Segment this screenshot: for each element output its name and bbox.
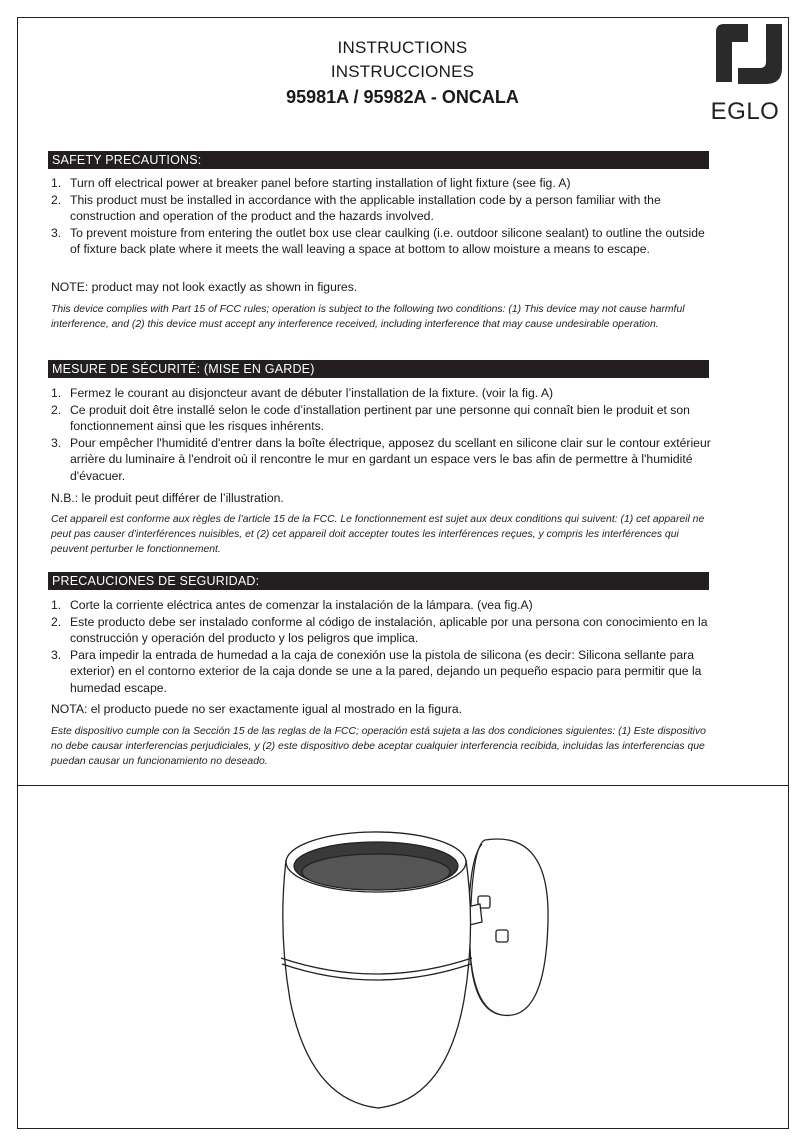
- note-english: NOTE: product may not look exactly as shown in figures.: [51, 280, 358, 294]
- eglo-logo-text: EGLO: [710, 98, 780, 125]
- model-title: 95981A / 95982A - ONCALA: [286, 87, 519, 107]
- connector-lower: [496, 930, 508, 942]
- title-instructions: INSTRUCTIONS: [337, 38, 468, 57]
- list-item: 1. Fermez le courant au disjoncteur avant de débuter l’installation de la fixture. (voir la fig. A): [51, 386, 554, 400]
- safety-list: [48, 175, 712, 258]
- fcc-notice-french: Cet appareil est conforme aux règles de l’article 15 de la FCC. Le fonctionnement est sujet aux deux conditions qui suivent: (1) cet appareil ne peut pas causer d’interférences nuisibles, et (2) cet appareil doit accepter toutes les interférences reçues, y compris les interférences qui peuvent perturber le fonctionnement.: [51, 514, 705, 555]
- section-heading-safety: SAFETY PRECAUTIONS:: [48, 151, 709, 169]
- precauciones-list: [48, 597, 712, 696]
- title-instrucciones: INSTRUCCIONES: [330, 62, 475, 81]
- section-heading-precauciones: PRECAUCIONES DE SEGURIDAD:: [48, 572, 709, 590]
- note-spanish: NOTA: el producto puede no ser exactamente igual al mostrado en la figura.: [51, 702, 463, 716]
- fcc-notice-spanish: Este dispositivo cumple con la Sección 15 de las reglas de la FCC; operación está sujeta a las dos condiciones siguientes: (1) Este dispositivo no debe causar interferencias perjudiciales, y (2) este dispositivo debe aceptar cualquier interferencia recibida, incluidas las interferencias que puedan causar un funcionamiento no deseado.: [51, 726, 706, 767]
- list-item: 3. Pour empêcher l'humidité d'entrer dans la boîte électrique, apposez du scellant en silicone clair sur le contour extérieur arrière du luminaire à l'endroit où il rencontre le mur en gardant un espace vers le bas afin de permettre à l'humidité d'évacuer.: [51, 435, 711, 483]
- list-item: 3. To prevent moisture from entering the outlet box use clear caulking (i.e. outdoor silicone sealant) to outline the outside of fixture back plate where it meets the wall leaving a space at bottom to allow moisture a means to escape.: [51, 225, 705, 256]
- section-heading-mesure: MESURE DE SÉCURITÉ: (MISE EN GARDE): [48, 360, 709, 378]
- mesure-list: [48, 385, 712, 484]
- list-item: 2. Ce produit doit être installé selon le code d’installation pertinent par une personne qui connaît bien le produit et son fonctionnement ainsi que les risques inhérents.: [51, 402, 690, 433]
- illustration-divider: [17, 785, 789, 786]
- list-item: 1. Turn off electrical power at breaker panel before starting installation of light fixture (see fig. A): [51, 176, 571, 190]
- list-item: 3. Para impedir la entrada de humedad a la caja de conexión use la pistola de silicona (es decir: Silicona sellante para exterior) en el contorno exterior de la caja donde se une a la pared, dejando un pequeño espacio para permitir que la humedad escape.: [51, 647, 702, 695]
- wall-plate: [470, 839, 548, 1015]
- document-header: [210, 36, 595, 110]
- list-item: 1. Corte la corriente eléctrica antes de comenzar la instalación de la lámpara. (vea fig.A): [51, 598, 533, 612]
- note-french: N.B.: le produit peut différer de l’illustration.: [51, 491, 284, 505]
- wall-lamp-illustration: [250, 800, 570, 1120]
- fcc-notice-english: This device complies with Part 15 of FCC rules; operation is subject to the following two conditions: (1) This device may not cause harmful interference, and (2) this device must accept any interference received, including interference that may cause undesirable operation.: [51, 304, 685, 330]
- list-item: 2. Este producto debe ser instalado conforme al código de instalación, aplicable por una persona con conocimiento en la construcción y operación del producto y los peligros que implica.: [51, 614, 708, 645]
- list-item: 2. This product must be installed in accordance with the applicable installation code by a person familiar with the construction and operation of the product and the hazards involved.: [51, 192, 661, 223]
- eglo-logo: [704, 24, 786, 130]
- eglo-logo-mark-icon: [710, 24, 782, 96]
